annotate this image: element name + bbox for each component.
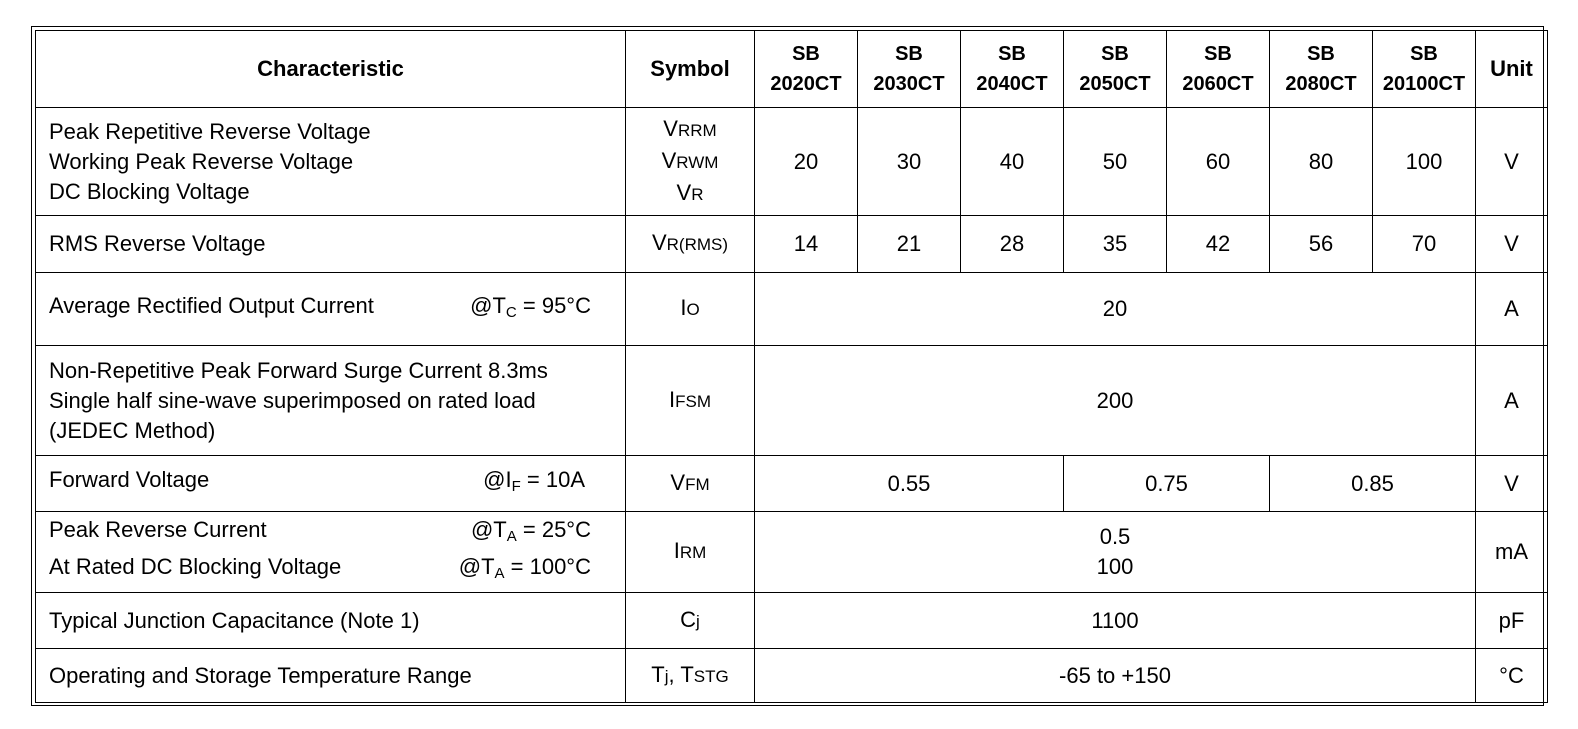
value-cell: 28 [961, 216, 1064, 273]
symbol-cell [626, 512, 755, 593]
model-number: 2060CT [1182, 73, 1254, 95]
header-model-sb2080ct [1270, 31, 1373, 108]
value-cell: 20 [755, 108, 858, 216]
value-cell: 100 [1373, 108, 1476, 216]
value-cell: 14 [755, 216, 858, 273]
header-symbol: Symbol [626, 31, 755, 108]
value-cell: 0.55 [755, 456, 1064, 512]
symbol-irm: IRM [673, 538, 707, 563]
row-reverse-voltage [36, 108, 1548, 216]
characteristic-cell: RMS Reverse Voltage [36, 216, 626, 273]
value-cell: 1100 [755, 593, 1476, 649]
characteristic-text: At Rated DC Blocking Voltage [49, 554, 342, 579]
value-cell: 80 [1270, 108, 1373, 216]
characteristic-line: DC Blocking Voltage [49, 178, 250, 204]
symbol-vrrms: VR(RMS) [651, 230, 729, 255]
row-capacitance [36, 593, 1548, 649]
value-cell [755, 512, 1476, 593]
model-prefix: SB [1410, 43, 1438, 65]
condition-text: $@T_C = 95^\circ C$ [470, 292, 591, 321]
characteristic-cell [36, 273, 626, 346]
row-reverse-current [36, 512, 1548, 593]
model-number: 2050CT [1079, 73, 1151, 95]
header-model-sb2060ct [1167, 31, 1270, 108]
value-cell: 20 [755, 273, 1476, 346]
value-cell: 0.85 [1270, 456, 1476, 512]
unit-cell: V [1476, 108, 1548, 216]
value-cell: 21 [858, 216, 961, 273]
symbol-cell [626, 456, 755, 512]
ratings-table [35, 30, 1548, 703]
model-prefix: SB [1204, 43, 1232, 65]
characteristic-cell [36, 346, 626, 456]
unit-cell: A [1476, 273, 1548, 346]
header-model-sb2040ct [961, 31, 1064, 108]
symbol-cell [626, 216, 755, 273]
header-model-sb2020ct [755, 31, 858, 108]
model-prefix: SB [1101, 43, 1129, 65]
symbol-vr: VR [676, 179, 704, 205]
model-number: 2030CT [873, 73, 945, 95]
value-cell: 60 [1167, 108, 1270, 216]
symbol-vfm: VFM [670, 469, 710, 495]
value-cell: 70 [1373, 216, 1476, 273]
unit-cell: A [1476, 346, 1548, 456]
value-line: 100 [1096, 554, 1134, 579]
symbol-cell [626, 593, 755, 649]
unit-cell: mA [1476, 512, 1548, 593]
value-cell: 42 [1167, 216, 1270, 273]
condition-text: $@T_A = 25^\circ C$ [470, 517, 591, 545]
header-model-sb2030ct [858, 31, 961, 108]
model-prefix: SB [998, 43, 1026, 65]
symbol-tj-tstg: Tj, TSTG [651, 661, 729, 687]
symbol-cell [626, 108, 755, 216]
symbol-io: IO [680, 295, 700, 320]
characteristic-line: Working Peak Reverse Voltage [49, 148, 354, 174]
value-cell: 0.75 [1064, 456, 1270, 512]
characteristic-line: Non-Repetitive Peak Forward Surge Current 8.3ms [49, 357, 548, 383]
symbol-vrwm: VRWM [661, 147, 719, 173]
symbol-cj: Cj [680, 606, 700, 632]
unit-cell: V [1476, 456, 1548, 512]
row-temperature [36, 649, 1548, 703]
characteristic-line: (JEDEC Method) [49, 417, 216, 443]
value-cell: 50 [1064, 108, 1167, 216]
characteristic-cell [36, 108, 626, 216]
symbol-cell [626, 649, 755, 703]
symbol-cell [626, 346, 755, 456]
header-model-sb2050ct [1064, 31, 1167, 108]
unit-cell: pF [1476, 593, 1548, 649]
value-line: 0.5 [1099, 524, 1131, 549]
model-number: 20100CT [1382, 73, 1466, 95]
header-characteristic: Characteristic [36, 31, 626, 108]
unit-cell: V [1476, 216, 1548, 273]
model-prefix: SB [895, 43, 923, 65]
row-average-current [36, 273, 1548, 346]
model-prefix: SB [792, 43, 820, 65]
characteristic-cell: Typical Junction Capacitance (Note 1) [36, 593, 626, 649]
condition-text: $@T_A = 100^\circ C$ [458, 554, 591, 582]
value-cell: 56 [1270, 216, 1373, 273]
header-model-sb20100ct [1373, 31, 1476, 108]
value-cell: -65 to +150 [755, 649, 1476, 703]
value-cell: 200 [755, 346, 1476, 456]
header-unit: Unit [1476, 31, 1548, 108]
condition-text: $@I_F = 10A$ [483, 467, 585, 495]
symbol-ifsm: IFSM [668, 386, 711, 412]
characteristic-text: Forward Voltage [49, 467, 210, 492]
characteristic-text: Peak Reverse Current [49, 517, 267, 542]
model-prefix: SB [1307, 43, 1335, 65]
symbol-vrrm: VRRM [663, 115, 717, 141]
header-row [36, 31, 1548, 108]
row-surge-current [36, 346, 1548, 456]
characteristic-cell [36, 456, 626, 512]
model-number: 2020CT [770, 73, 842, 95]
unit-cell: °C [1476, 649, 1548, 703]
characteristic-line: Single half sine-wave superimposed on rated load [49, 387, 536, 413]
characteristic-line: Peak Repetitive Reverse Voltage [49, 118, 371, 144]
row-rms-voltage [36, 216, 1548, 273]
model-number: 2080CT [1285, 73, 1357, 95]
characteristic-cell [36, 512, 626, 593]
characteristic-cell: Operating and Storage Temperature Range [36, 649, 626, 703]
characteristic-text: Average Rectified Output Current [49, 292, 374, 318]
value-cell: 40 [961, 108, 1064, 216]
value-cell: 30 [858, 108, 961, 216]
row-forward-voltage [36, 456, 1548, 512]
model-number: 2040CT [976, 73, 1048, 95]
value-cell: 35 [1064, 216, 1167, 273]
symbol-cell [626, 273, 755, 346]
